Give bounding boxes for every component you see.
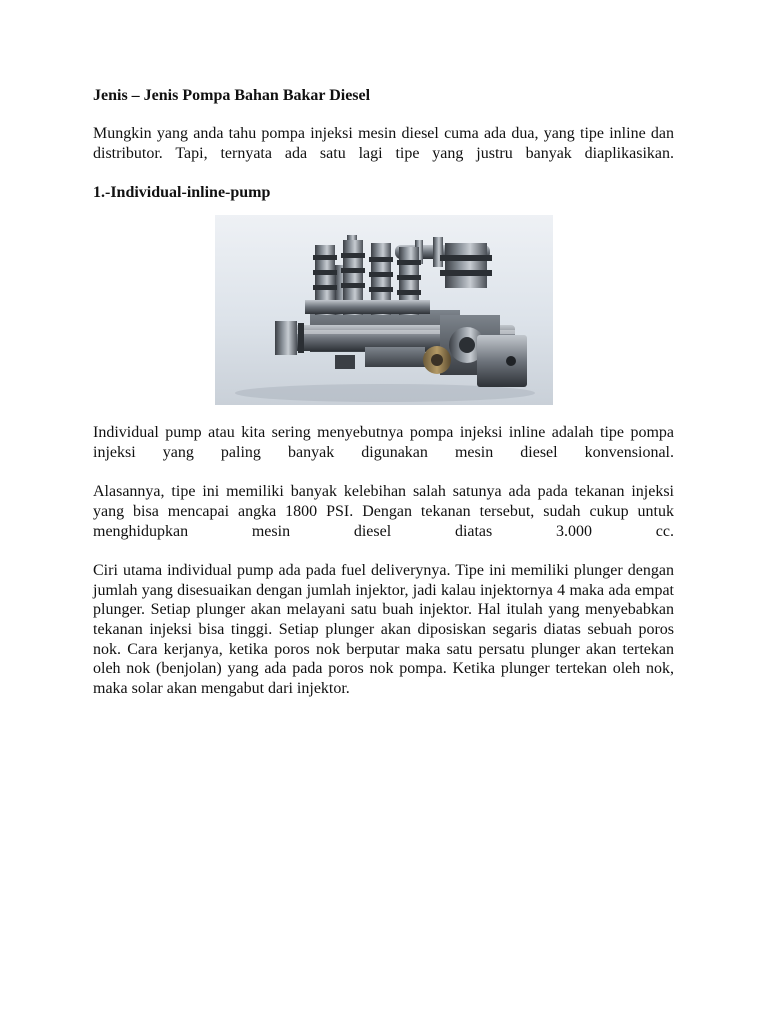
section-heading: 1.-Individual-inline-pump xyxy=(93,184,271,202)
diesel-injection-pump-image xyxy=(215,215,553,405)
document-title: Jenis – Jenis Pompa Bahan Bakar Diesel xyxy=(93,87,371,104)
paragraph-1: Individual pump atau kita sering menyebutnya pompa injeksi inline adalah tipe pompa injeksi yang paling banyak digunakan mesin diesel konvensional. xyxy=(93,424,674,461)
figure-container xyxy=(93,215,674,405)
document-content xyxy=(93,86,674,718)
intro-paragraph: Mungkin yang anda tahu pompa injeksi mesin diesel cuma ada dua, yang tipe inline dan distributor. Tapi, ternyata ada satu lagi tipe yang justru banyak diaplikasikan. xyxy=(93,125,674,162)
pump-illustration xyxy=(215,215,553,405)
paragraph-3: Ciri utama individual pump ada pada fuel deliverynya. Tipe ini memiliki plunger dengan jumlah yang disesuaikan dengan jumlah injektor, jadi kalau injektornya 4 maka ada empat plunger. Setiap plunger akan melayani satu buah injektor. Hal itulah yang menyebabkan tekanan injeksi bisa tinggi. Setiap plunger akan diposiskan segaris diatas sebuah poros nok. Cara kerjanya, ketika poros nok berputar maka satu persatu plunger akan tertekan oleh nok (benjolan) yang ada pada poros nok pompa. Ketika plunger tertekan oleh nok, maka solar akan mengabut dari injektor. xyxy=(93,562,674,697)
paragraph-2: Alasannya, tipe ini memiliki banyak kelebihan salah satunya ada pada tekanan injeksi yang bisa mencapai angka 1800 PSI. Dengan tekanan tersebut, sudah cukup untuk menghidupkan mesin diesel diatas 3.000 cc. xyxy=(93,483,674,540)
